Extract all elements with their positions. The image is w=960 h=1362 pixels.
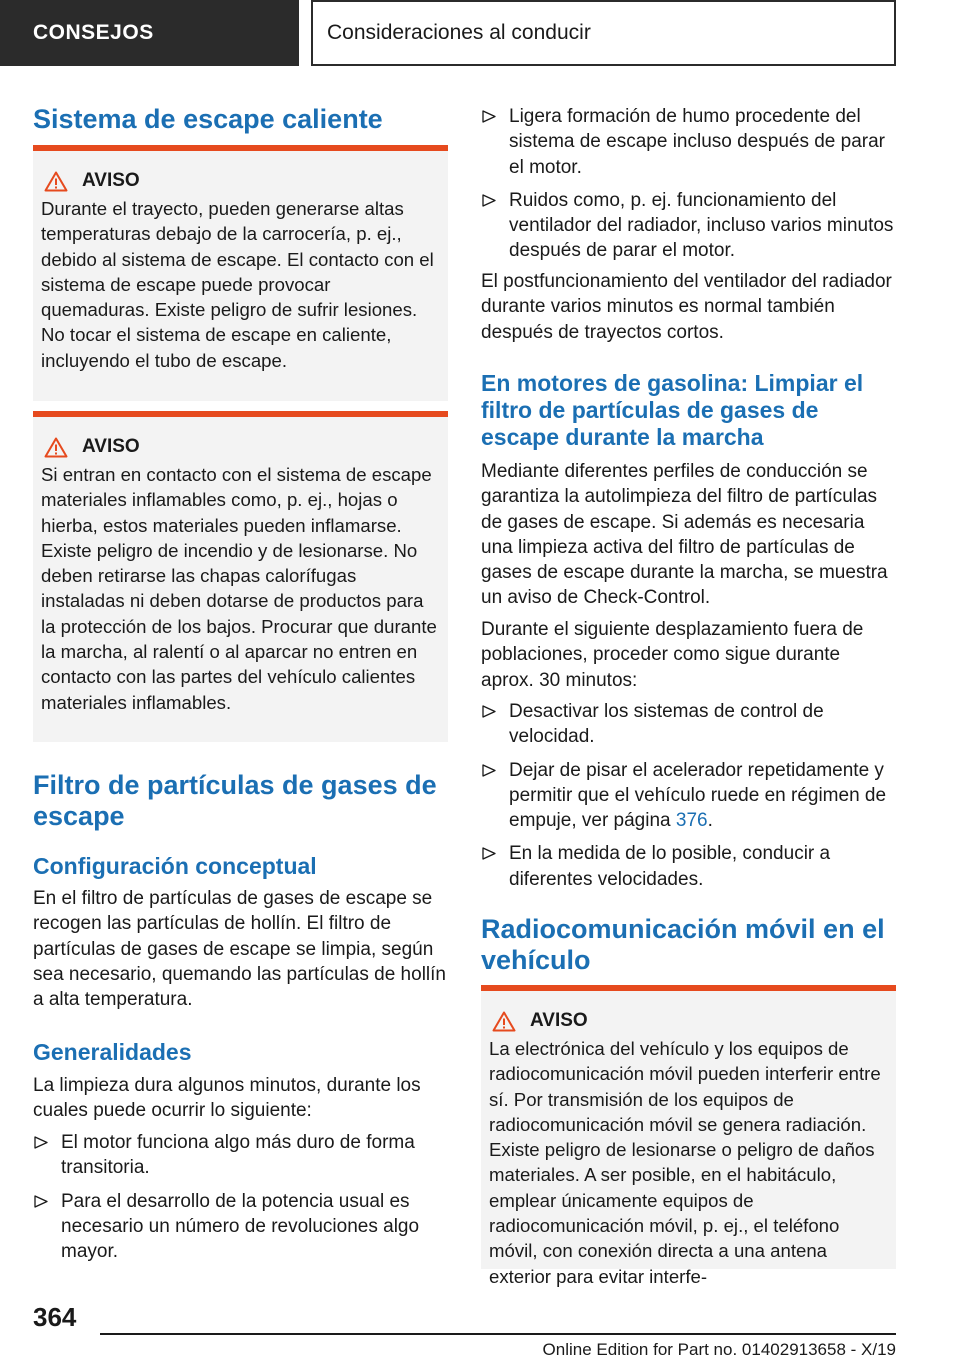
list-item: Dejar de pisar el acelerador repetidamente y permitir que el vehículo ruede en régimen de empuje, ver página 376. (481, 758, 896, 834)
heading-particle-filter: Filtro de partículas de gases de escape (33, 770, 437, 831)
triangle-bullet-icon (482, 194, 496, 207)
heading-concept: Configuración conceptual (33, 853, 317, 879)
list-item: En la medida de lo posible, conducir a diferentes velocidades. (481, 841, 896, 892)
edition-text: Online Edition for Part no. 01402913658 - X/19 (542, 1340, 896, 1359)
footer-divider (100, 1333, 896, 1335)
chapter-title: Consideraciones al conducir (327, 21, 591, 44)
triangle-bullet-icon (482, 110, 496, 123)
warning-triangle-icon (44, 171, 68, 192)
heading-mobile-radio: Radiocomunicación móvil en el vehículo (481, 914, 885, 975)
warning-title: AVISO (82, 436, 140, 457)
heading-general: Generalidades (33, 1039, 192, 1065)
fan-paragraph: El postfuncionamiento del ventilador del radiador durante varios minutos es normal también después de trayectos cortos. (481, 271, 892, 343)
next-trip-paragraph: Durante el siguiente desplazamiento fuera de poblaciones, proceder como sigue durante aprox. 30 minutos: (481, 619, 864, 691)
cleaning-steps-list (481, 699, 896, 892)
warning-text: La electrónica del vehículo y los equipos de radiocomunicación móvil pueden interferir entre sí. Por transmisión de los equipos de radiocomunicación móvil se genera radiación. Existe peligro de lesionarse o peligro de daños materiales. A ser posible, en el habitáculo, emplear únicamente equipos de radiocomunicación móvil, p. ej., el teléfono móvil, con conexión directa a una antena exterior para evitar interfe- (489, 1038, 881, 1287)
page-header (0, 0, 960, 66)
triangle-bullet-icon (482, 847, 496, 860)
heading-hot-exhaust: Sistema de escape caliente (33, 104, 383, 134)
concept-paragraph: En el filtro de partículas de gases de escape se recogen las partículas de hollín. El filtro de partículas de gases de escape se limpia, según sea necesario, quemando las partículas de hollín a alta temperatura. (33, 888, 446, 1011)
heading-petrol-cleaning: En motores de gasolina: Limpiar el filtro de partículas de gases de escape durante la marcha (481, 370, 864, 450)
warning-title: AVISO (530, 1010, 588, 1031)
warning-box-radio (481, 985, 896, 1287)
section-tab[interactable] (0, 0, 299, 66)
petrol-paragraph: Mediante diferentes perfiles de conducción se garantiza la autolimpieza del filtro de partículas de gases de escape. Si además es necesaria una limpieza activa del filtro de partículas de gases de escape durante la marcha, se muestra un aviso de Check-Control. (481, 461, 888, 609)
general-list (33, 1130, 448, 1264)
warning-box-hot-exhaust (33, 145, 448, 401)
triangle-bullet-icon (482, 764, 496, 777)
warning-text: Durante el trayecto, pueden generarse altas temperaturas debajo de la carrocería, p. ej., debido al sistema de escape. El contacto con el sistema de escape puede provocar quemaduras. Existe peligro de sufrir lesiones. No tocar el sistema de escape en caliente, incluyendo el tubo de escape. (41, 198, 434, 371)
section-title: CONSEJOS (33, 21, 154, 44)
list-item: Para el desarrollo de la potencia usual es necesario un número de revoluciones algo mayor. (33, 1189, 448, 1265)
list-item: Ruidos como, p. ej. funcionamiento del ventilador del radiador, incluso varios minutos después de parar el motor. (481, 188, 896, 264)
general-paragraph: La limpieza dura algunos minutos, durante los cuales puede ocurrir lo siguiente: (33, 1075, 421, 1122)
warning-triangle-icon (44, 437, 68, 458)
page-link-376[interactable]: 376 (675, 810, 708, 832)
warning-box-flammable (33, 411, 448, 742)
triangle-bullet-icon (34, 1195, 48, 1208)
list-item: Desactivar los sistemas de control de velocidad. (481, 699, 896, 750)
warning-triangle-icon (492, 1011, 516, 1032)
page-number: 364 (33, 1302, 77, 1332)
symptoms-list (481, 104, 896, 264)
list-item: El motor funciona algo más duro de forma transitoria. (33, 1130, 448, 1181)
list-item: Ligera formación de humo procedente del sistema de escape incluso después de parar el motor. (481, 104, 896, 180)
warning-text: Si entran en contacto con el sistema de escape materiales inflamables como, p. ej., hojas o hierba, estos materiales pueden inflamarse. Existe peligro de incendio y de lesionarse. No deben retirarse las chapas calorífugas instaladas ni deben dotarse de productos para la protección de los bajos. Procurar que durante la marcha, al ralentí o al aparcar no entren en contacto con las partes del vehículo calientes materiales inflamables. (41, 464, 437, 713)
warning-title: AVISO (82, 170, 140, 191)
triangle-bullet-icon (34, 1136, 48, 1149)
chapter-tab (311, 0, 896, 66)
triangle-bullet-icon (482, 705, 496, 718)
